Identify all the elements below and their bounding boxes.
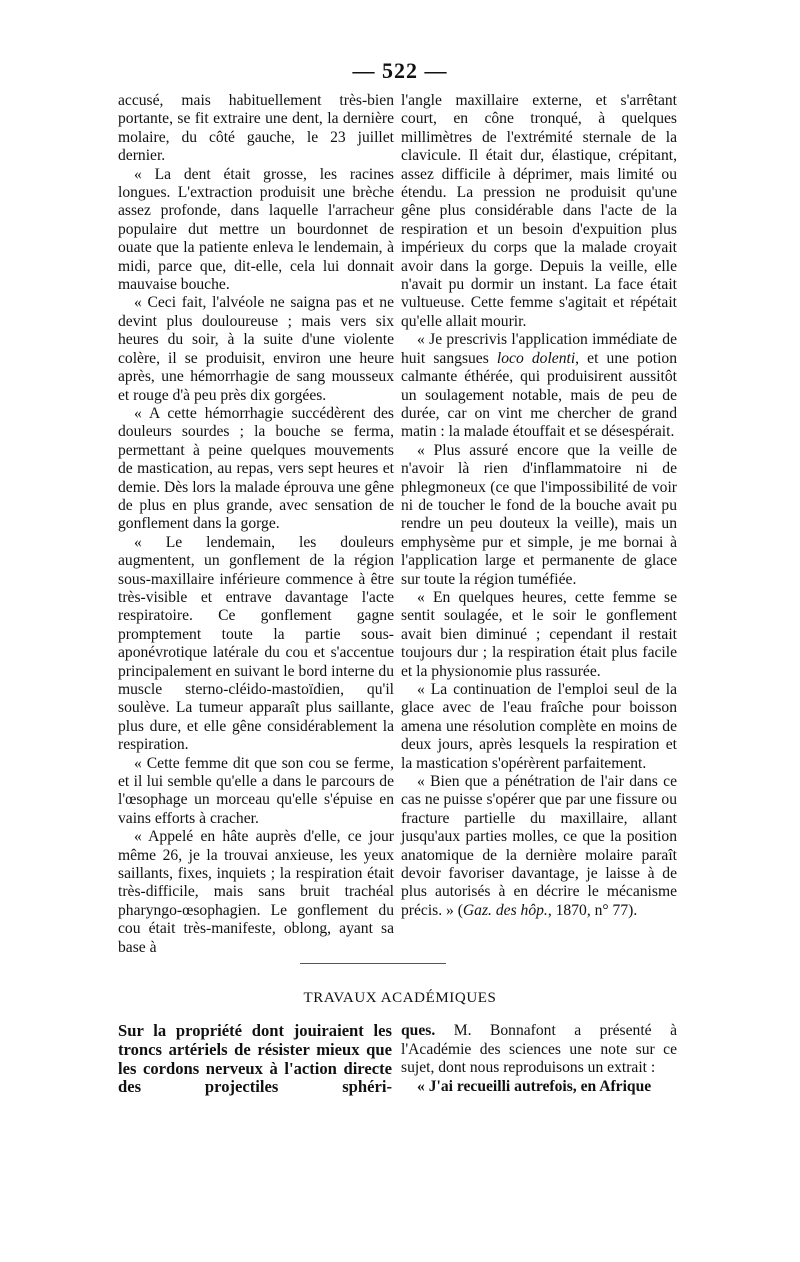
- paragraph: l'angle maxillaire externe, et s'arrêtant court, en cône tronqué, à quelques millimètres de l'extrémité sternale de la clavicule. Il était dur, élastique, crépitant, assez difficile à déprimer, mais limité ou étendu. La pression ne produisit qu'une gêne plus considérable dans l'acte de la respiration et un besoin d'expuition plus impérieux du corps que la malade croyait avoir dans la gorge. Depuis la veille, elle n'avait pu dormir un instant. La face était vultueuse. Cette femme s'agitait et répétait qu'elle allait mourir.: [401, 92, 677, 330]
- paragraph: « Le lendemain, les douleurs augmentent, un gonflement de la région sous-maxillaire inférieure commence à être très-visible et entrave davantage l'acte respiratoire. Ce gonflement gagne promptement toute la partie sous-aponévrotique latérale du cou et s'accentue principalement en suivant le bord interne du muscle sterno-cléido-mastoïdien, qu'il soulève. La tumeur apparaît plus saillante, plus dure, et elle gêne considérablement la respiration.: [118, 533, 394, 754]
- text-run: « Je prescrivis l'application immédiate de huit sangsues: [401, 331, 677, 367]
- paragraph: [401, 1022, 677, 1078]
- citation-source: Gaz. des hôp.: [462, 901, 548, 919]
- right-column: [401, 92, 677, 920]
- latin-phrase: loco dolenti: [496, 349, 576, 367]
- heading-continuation: ques.: [401, 1022, 436, 1039]
- paragraph: « Appelé en hâte auprès d'elle, ce jour même 26, je la trouvai anxieuse, les yeux saillants, fixes, inquiets ; la respiration était très-difficile, mais sans bruit trachéal pharyngo-œsophagien. Le gonflement du cou était très-manifeste, oblong, ayant sa base à: [118, 828, 394, 956]
- quote-start: « J'ai recueilli autrefois, en Afrique: [417, 1077, 652, 1095]
- paragraph: « En quelques heures, cette femme se sentit soulagée, et le soir le gonflement avait bien diminué ; cependant il restait toujours dur ; la respiration était plus facile et la physionomie plus rassurée.: [401, 588, 677, 680]
- paragraph: [401, 773, 677, 920]
- paragraph: « Cette femme dit que son cou se ferme, et il lui semble qu'elle a dans le parcours de l'œsophage un morceau qu'elle s'épuise en vains efforts à cracher.: [118, 754, 394, 827]
- paragraph: « Ceci fait, l'alvéole ne saigna pas et ne devint plus douloureuse ; mais vers six heures du soir, à la suite d'une violente colère, il se produisit, environ une heure après, une hémorrhagie de sang mousseux et rouge d'à peu près dix gorgées.: [118, 294, 394, 404]
- paragraph: [401, 331, 677, 441]
- page-number: — 522 —: [352, 58, 448, 83]
- left-column: [118, 92, 394, 957]
- text-run: , 1870, n° 77).: [547, 901, 638, 919]
- text-run: « Bien que a pénétration de l'air dans ce cas ne puisse s'opérer que par une fissure ou fracture partielle du maxillaire, allant jusqu'aux parties molles, ce que la position anatomique de la dernière molaire paraît devoir favoriser davantage, je laisse à de plus autorisés à en décrire le mécanisme précis. » (: [401, 773, 677, 919]
- section-title: TRAVAUX ACADÉMIQUES: [303, 990, 497, 1006]
- text-run: M. Bonnafont a présenté à l'Académie des sciences une note sur ce sujet, dont nous reproduisons un extrait :: [401, 1022, 677, 1077]
- paragraph: « A cette hémorrhagie succédèrent des douleurs sourdes ; la bouche se ferma, permettant à peine quelques mouvements de mastication, au repas, vers sept heures et demie. Dès lors la malade éprouva une gêne de plus en plus grande, avec sensation de gonflement dans la gorge.: [118, 404, 394, 533]
- article-heading: Sur la propriété dont jouiraient les troncs artériels de résister mieux que les cordons nerveux à l'action directe des projectiles sphéri-: [118, 1021, 392, 1097]
- article-intro: [401, 1022, 677, 1096]
- paragraph: « La continuation de l'emploi seul de la glace avec de l'eau fraîche pour boisson amena une résolution complète en moins de deux jours, après lesquels la respiration et la mastication s'opérèrent parfaitement.: [401, 681, 677, 772]
- text-run: , et une potion calmante éthérée, qui produisirent aussitôt un soulagement notable, mais de peu de durée, car on vint me chercher de grand matin : la malade étouffait et se désespérait.: [401, 349, 677, 441]
- paragraph: accusé, mais habituellement très-bien portante, se fit extraire une dent, la dernière molaire, du côté gauche, le 23 juillet dernier.: [118, 92, 394, 165]
- paragraph: « La dent était grosse, les racines longues. L'extraction produisit une brèche assez profonde, dans laquelle l'arracheur populaire dut mettre un bourdonnet de ouate que la patiente enleva le lendemain, à midi, parce que, dit-elle, cela lui donnait mauvaise bouche.: [118, 165, 394, 294]
- paragraph: « Plus assuré encore que la veille de n'avoir là rien d'inflammatoire ni de phlegmoneux (ce que l'impossibilité de voir ni de toucher le fond de la bouche avait pu rendre un peu douteux la veille), mais un emphysème pur et simple, je me bornai à l'application large et permanente de glace sur toute la région tuméfiée.: [401, 441, 677, 588]
- section-divider: [300, 963, 446, 964]
